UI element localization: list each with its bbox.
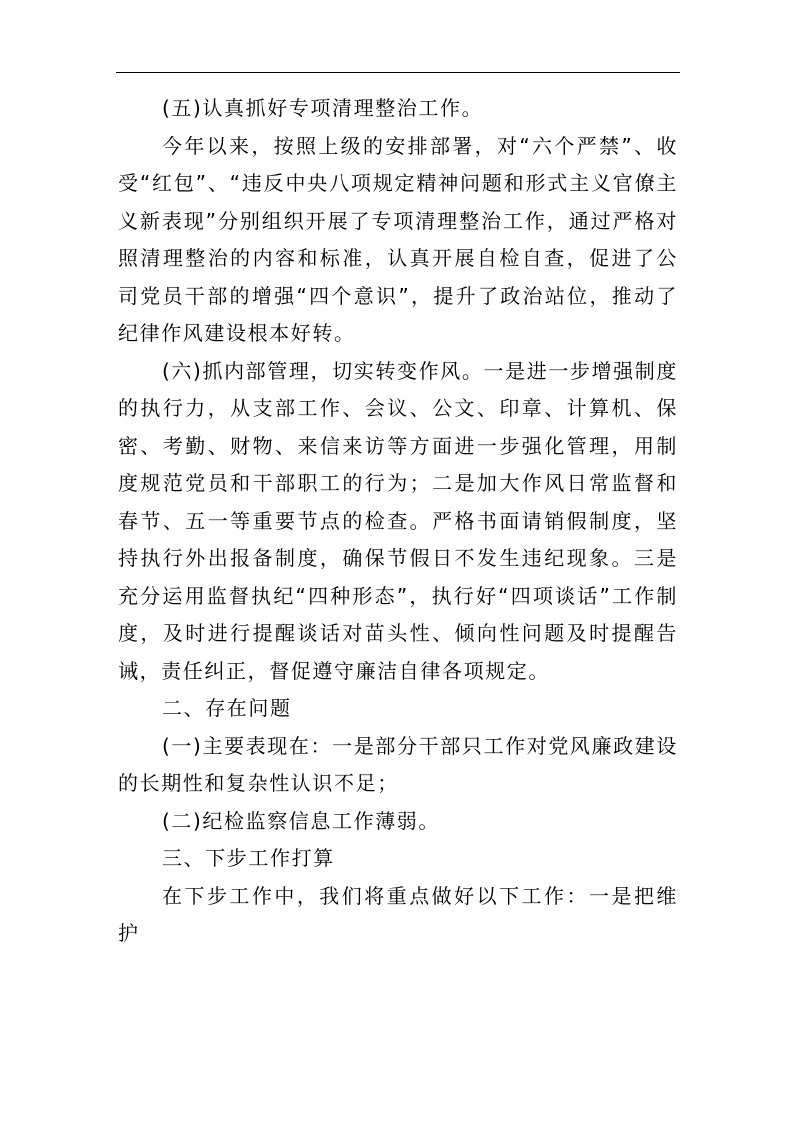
paragraph-problem-2: (二)纪检监察信息工作薄弱。 — [162, 808, 441, 833]
paragraph-problem-1: (一)主要表现在：一是部分干部只工作对党风廉政建设的长期性和复杂性认识不足； — [118, 733, 678, 795]
section-heading-problems: 二、存在问题 — [162, 696, 292, 720]
paragraph-special-rectification: 今年以来，按照上级的安排部署，对“六个严禁”、收受“红包”、“违反中央八项规定精神问题和形式主义官僚主义新表现”分别组织开展了专项清理整治工作，通过严格对照清理整治的内容和标准，认真开展自检自查，促进了公司党员干部的增强“四个意识”，提升了政治站位，推动了纪律作风建设根本好转。 — [118, 133, 678, 345]
header-rule — [116, 72, 680, 73]
document-body — [118, 90, 678, 953]
section-heading-5: (五)认真抓好专项清理整治工作。 — [162, 96, 484, 120]
paragraph-internal-management: (六)抓内部管理，切实转变作风。一是进一步增强制度的执行力，从支部工作、会议、公文、印章、计算机、保密、考勤、财物、来信来访等方面进一步强化管理，用制度规范党员和干部职工的行为；二是加大作风日常监督和春节、五一等重要节点的检查。严格书面请销假制度，坚持执行外出报备制度，确保节假日不发生违纪现象。三是充分运用监督执纪“四种形态”，执行好“四项谈话”工作制度，及时进行提醒谈话对苗头性、倾向性问题及时提醒告诫，责任纠正，督促遵守廉洁自律各项规定。 — [118, 358, 678, 683]
paragraph-next-steps: 在下步工作中，我们将重点做好以下工作：一是把维护 — [118, 883, 678, 945]
section-heading-next-steps: 三、下步工作打算 — [162, 846, 335, 870]
